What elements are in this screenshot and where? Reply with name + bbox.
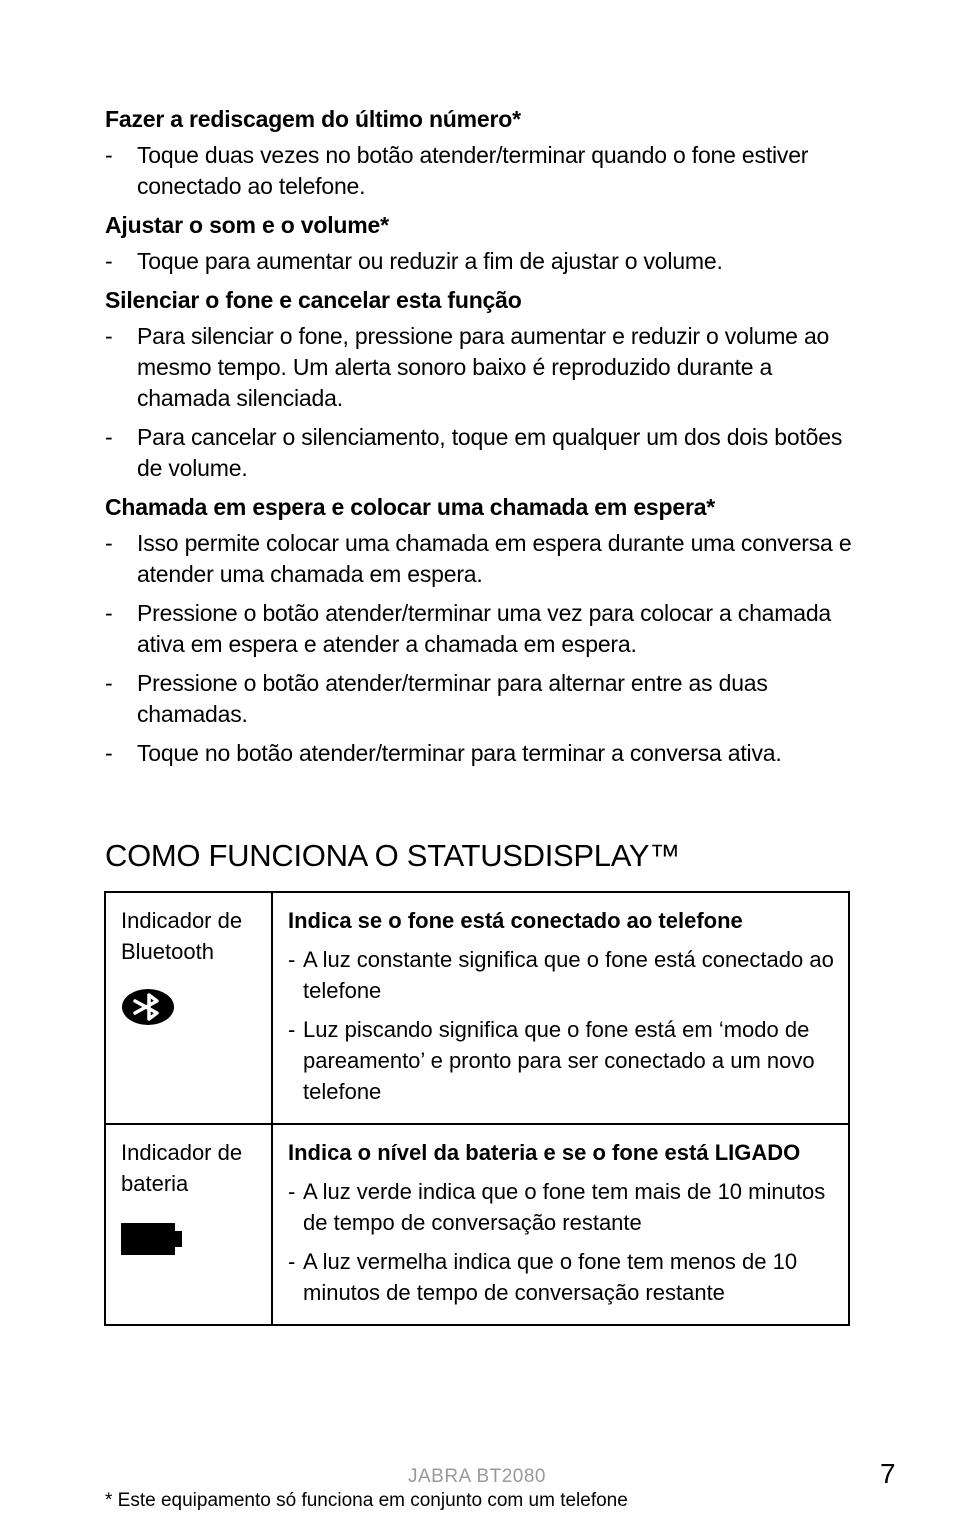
dash: -	[105, 530, 113, 556]
list-item	[105, 246, 865, 277]
list-item	[288, 1176, 834, 1238]
list-item	[105, 738, 865, 769]
list-item-text: Pressione o botão atender/terminar uma vez para colocar a chamada ativa em espera e atender a chamada em espera.	[137, 600, 832, 657]
list-item-text: Pressione o botão atender/terminar para alternar entre as duas chamadas.	[137, 670, 768, 727]
section-heading: Ajustar o som e o volume*	[105, 212, 389, 238]
bullet-list	[105, 528, 865, 769]
list-item	[105, 668, 865, 730]
list-item-text: Toque no botão atender/terminar para terminar a conversa ativa.	[137, 740, 782, 766]
list-item	[288, 1246, 834, 1308]
list-item-text: Luz piscando significa que o fone está em ‘modo de pareamento’ e pronto para ser conectado a um novo telefone	[303, 1017, 815, 1104]
list-item-text: Isso permite colocar uma chamada em espera durante uma conversa e atender uma chamada em espera.	[137, 530, 852, 587]
dash: -	[105, 142, 113, 168]
page-number: 7	[880, 1458, 896, 1489]
list-item-text: A luz vermelha indica que o fone tem menos de 10 minutos de tempo de conversação restante	[303, 1249, 798, 1305]
dash: -	[105, 600, 113, 626]
list-item	[105, 598, 865, 660]
statusdisplay-table	[104, 891, 850, 1326]
indicator-label: Indicador de Bluetooth	[121, 908, 243, 964]
list-item	[105, 528, 865, 590]
battery-icon	[121, 1223, 183, 1263]
list-item-text: A luz constante significa que o fone está conectado ao telefone	[303, 947, 834, 1003]
footer-brand: JABRA BT2080	[407, 1466, 547, 1487]
indicator-label-cell	[105, 1124, 272, 1325]
list-item-text: Toque para aumentar ou reduzir a fim de ajustar o volume.	[137, 248, 723, 274]
section-heading: Chamada em espera e colocar uma chamada em espera*	[105, 494, 716, 520]
list-item	[288, 944, 834, 1006]
section-heading: Fazer a rediscagem do último número*	[105, 106, 521, 132]
indicator-heading: Indica o nível da bateria e se o fone está LIGADO	[288, 1140, 801, 1165]
indicator-description-cell	[272, 1124, 849, 1325]
section-heading: Silenciar o fone e cancelar esta função	[105, 287, 522, 313]
dash: -	[105, 740, 113, 766]
dash: -	[105, 323, 113, 349]
dash: -	[105, 424, 113, 450]
list-item-text: Para silenciar o fone, pressione para aumentar e reduzir o volume ao mesmo tempo. Um alerta sonoro baixo é reproduzido durante a chamada silenciada.	[137, 323, 830, 411]
indicator-heading: Indica se o fone está conectado ao telefone	[288, 908, 743, 933]
list-item	[105, 321, 865, 414]
indicator-label-cell	[105, 892, 272, 1124]
dash: -	[288, 947, 296, 972]
bullet-list	[105, 246, 865, 277]
indicator-label: Indicador de bateria	[121, 1140, 243, 1196]
statusdisplay-title: COMO FUNCIONA O STATUSDISPLAY™	[105, 838, 680, 873]
bullet-list	[105, 140, 865, 202]
list-item	[288, 1014, 834, 1107]
footnote: * Este equipamento só funciona em conjunto com um telefone	[105, 1490, 628, 1511]
bullet-list	[105, 321, 865, 484]
bluetooth-icon	[121, 987, 175, 1027]
list-item-text: Para cancelar o silenciamento, toque em qualquer um dos dois botões de volume.	[137, 424, 843, 481]
table-row	[105, 892, 849, 1124]
dash: -	[288, 1017, 296, 1042]
list-item	[105, 422, 865, 484]
instructions	[105, 104, 865, 777]
list-item-text: Toque duas vezes no botão atender/terminar quando o fone estiver conectado ao telefone.	[137, 142, 809, 199]
dash: -	[105, 670, 113, 696]
list-item	[105, 140, 865, 202]
table-row	[105, 1124, 849, 1325]
dash: -	[288, 1179, 296, 1204]
dash: -	[288, 1249, 296, 1274]
list-item-text: A luz verde indica que o fone tem mais de 10 minutos de tempo de conversação restante	[303, 1179, 826, 1235]
dash: -	[105, 248, 113, 274]
indicator-description-cell	[272, 892, 849, 1124]
